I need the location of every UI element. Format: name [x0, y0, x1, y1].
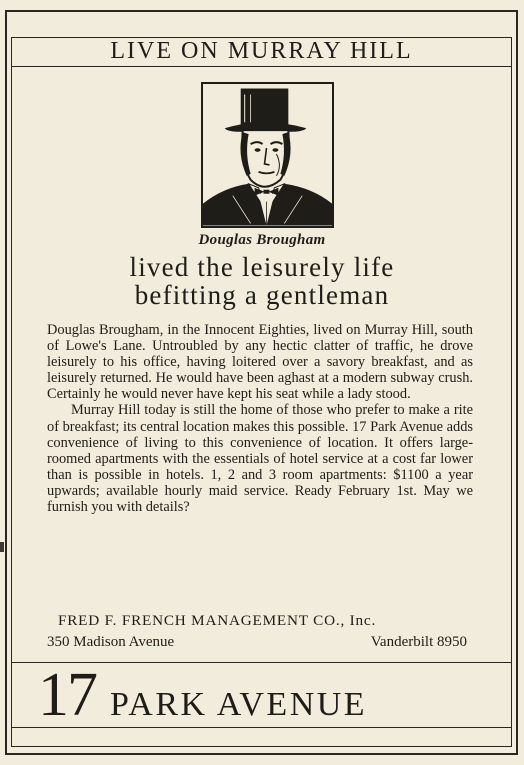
building-street: PARK AVENUE	[110, 686, 368, 723]
paragraph-1: Douglas Brougham, in the Innocent Eighties, lived on Murray Hill, south of Lowe's Lane. Untroubled by any hectic clatter of traffic, he drove leisurely to his office, having loitered over a savory breakfast, and as leisurely returned. He would have been aghast at a modern subway crush. Certainly he would never have kept his seat while a lady stood.	[47, 322, 473, 403]
contact-row	[47, 634, 467, 651]
company-name: FRED F. FRENCH MANAGEMENT CO., Inc.	[58, 612, 377, 629]
headline: LIVE ON MURRAY HILL	[11, 37, 512, 67]
portrait-caption: Douglas Brougham	[198, 232, 326, 248]
edge-mark	[0, 542, 4, 552]
title-line-1: lived the leisurely life	[129, 252, 395, 282]
building-number: 17	[38, 661, 96, 729]
body-copy	[47, 322, 473, 515]
divider-bottom	[11, 727, 512, 728]
title-line-2: befitting a gentleman	[134, 280, 390, 310]
street-address: 350 Madison Avenue	[47, 634, 175, 650]
portrait-icon	[201, 82, 334, 228]
paragraph-2: Murray Hill today is still the home of those who prefer to make a rite of breakfast; its central location makes this possible. 17 Park Avenue adds convenience of living to this convenience of location. It offers large-roomed apartments with the essentials of hotel service at a cost far lower than is possible in hotels. 1, 2 and 3 room apartments: $1100 a year upwards; available hourly maid service. Ready February 1st. May we furnish you with details?	[47, 402, 473, 516]
building-name	[38, 661, 368, 729]
phone-number: Vanderbilt 8950	[370, 634, 467, 650]
